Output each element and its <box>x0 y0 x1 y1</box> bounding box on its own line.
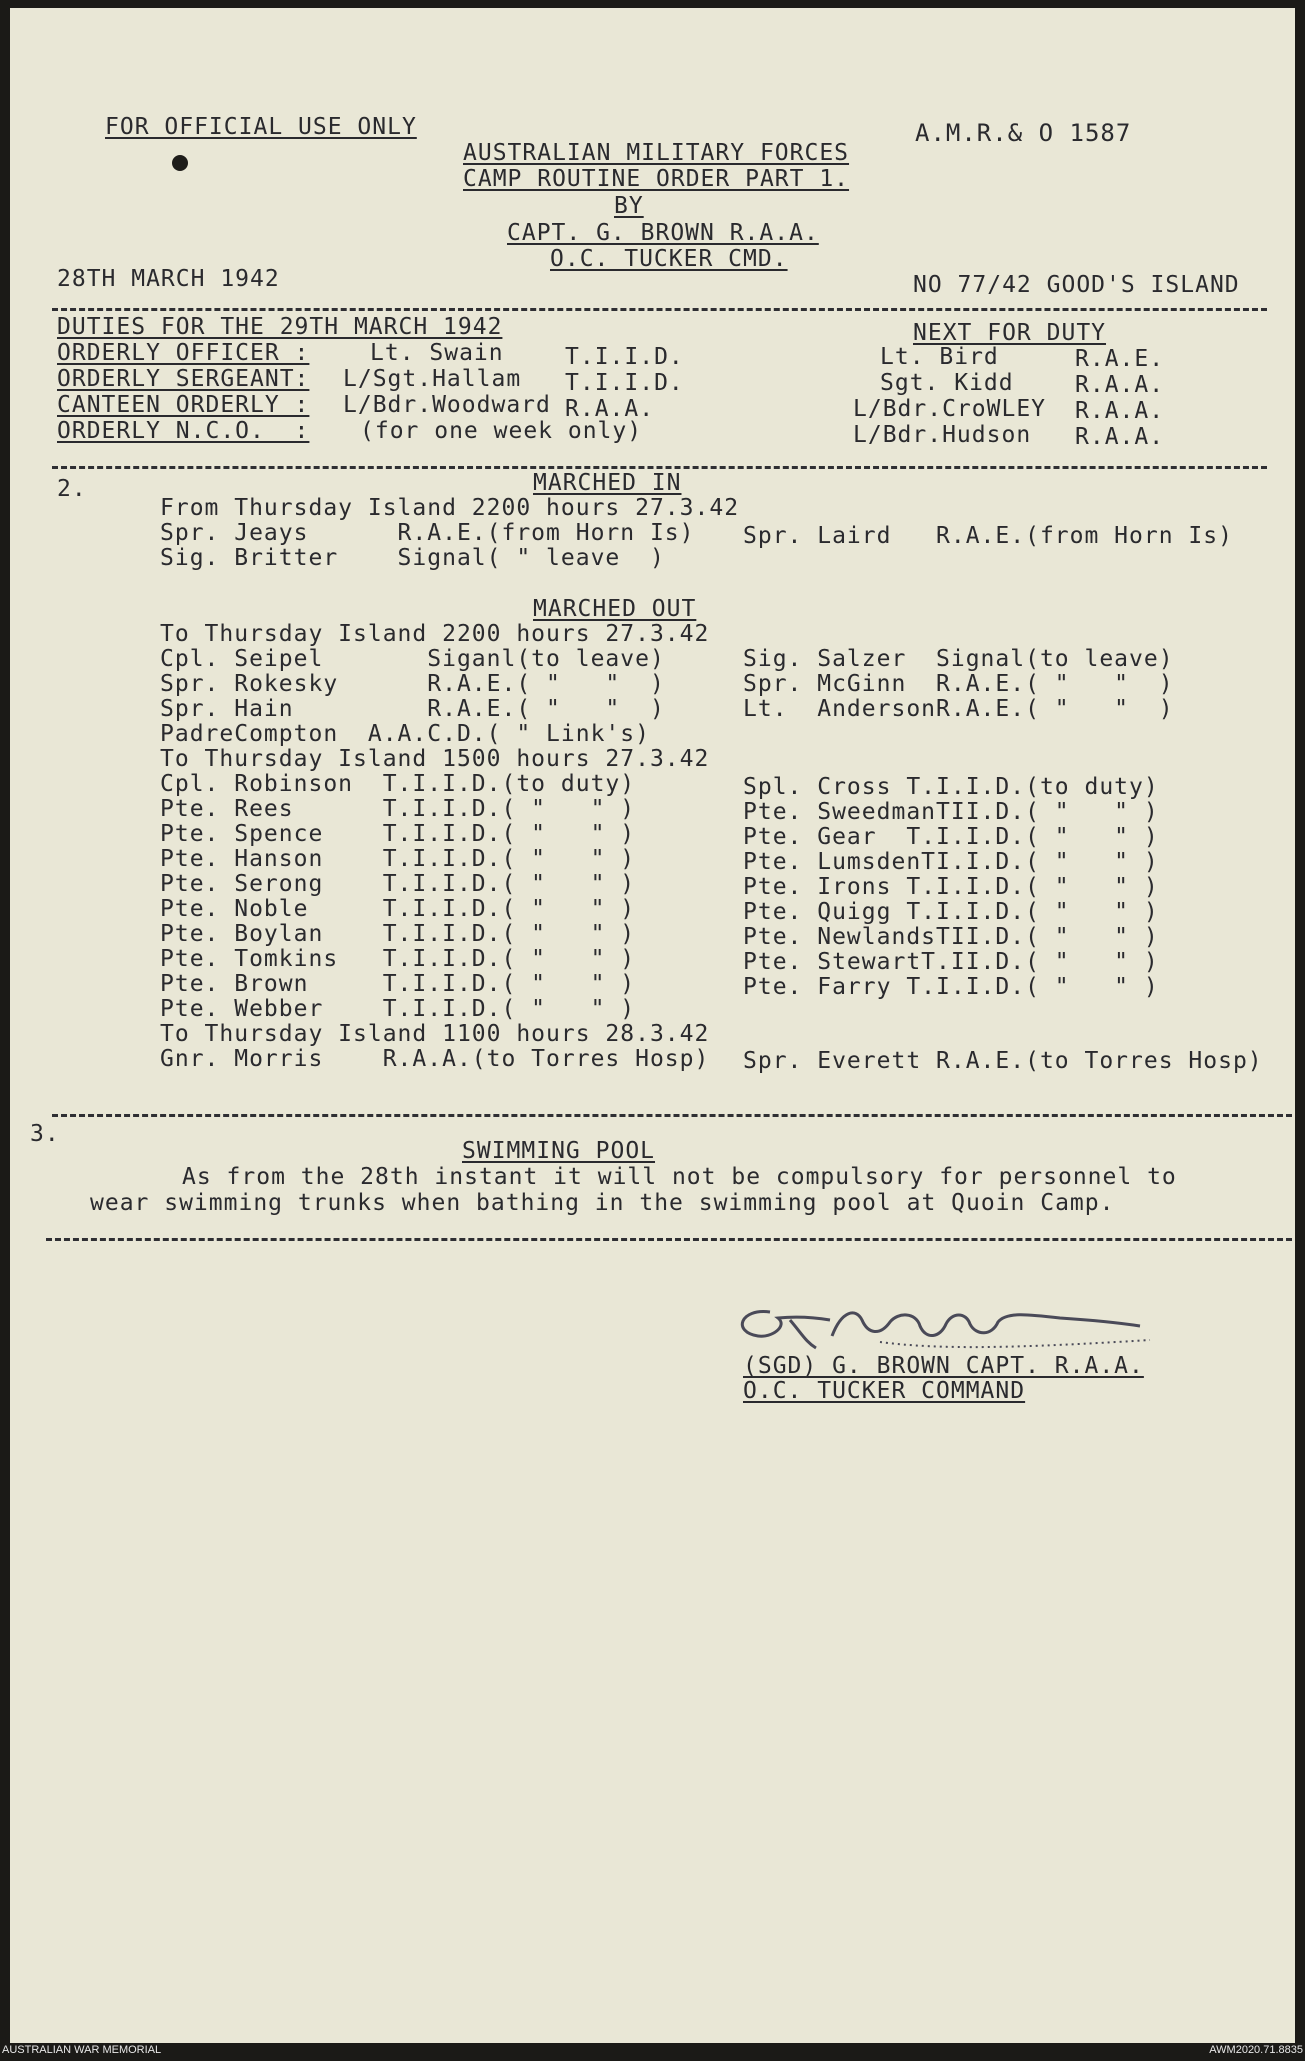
document-page <box>10 8 1295 2043</box>
order-date: 28TH MARCH 1942 <box>57 266 280 292</box>
next-duty-unit: R.A.E. <box>1075 346 1165 372</box>
right-entry: Spr. Everett R.A.E.(to Torres Hosp) <box>743 1048 1263 1074</box>
duty-unit: T.I.I.D. <box>565 344 684 370</box>
section-number: 3. <box>30 1121 60 1147</box>
left-entry: PadreCompton A.A.C.D.( " Link's) <box>160 721 650 747</box>
left-entry: Pte. Serong T.I.I.D.( " " ) <box>160 871 636 897</box>
next-duty-name: L/Bdr.CroWLEY <box>853 396 1047 422</box>
right-entry: Pte. NewlandsTII.D.( " " ) <box>743 924 1159 950</box>
next-duty-unit: R.A.A. <box>1075 424 1165 450</box>
left-entry: Spr. Hain R.A.E.( " " ) <box>160 696 665 722</box>
right-entry: Pte. Irons T.I.I.D.( " " ) <box>743 874 1159 900</box>
section-number: 2. <box>57 476 87 502</box>
group-label: To Thursday Island 1500 hours 27.3.42 <box>160 746 710 772</box>
duty-name: (for one week only) <box>360 418 643 444</box>
right-entry: Spl. Cross T.I.I.D.(to duty) <box>743 774 1159 800</box>
duty-unit: T.I.I.D. <box>565 370 684 396</box>
right-entry: Pte. Quigg T.I.I.D.( " " ) <box>743 899 1159 925</box>
next-duty-unit: R.A.A. <box>1075 398 1165 424</box>
order-title: CAMP ROUTINE ORDER PART 1. <box>463 166 850 192</box>
right-entry: Pte. Farry T.I.I.D.( " " ) <box>743 974 1159 1000</box>
left-entry: Pte. Noble T.I.I.D.( " " ) <box>160 896 636 922</box>
archive-label: AUSTRALIAN WAR MEMORIAL <box>2 2044 162 2056</box>
marched-in-heading: MARCHED IN <box>533 470 682 496</box>
divider <box>52 466 1267 469</box>
duty-name: Lt. Swain <box>370 340 504 366</box>
duty-name: L/Bdr.Woodward <box>343 392 551 418</box>
next-duty-unit: R.A.A. <box>1075 372 1165 398</box>
reference-number: A.M.R.& O 1587 <box>915 119 1132 147</box>
left-entry: Cpl. Robinson T.I.I.D.(to duty) <box>160 771 636 797</box>
swimming-heading: SWIMMING POOL <box>462 1138 656 1164</box>
next-duty-name: L/Bdr.Hudson <box>853 422 1032 448</box>
left-entry: Pte. Boylan T.I.I.D.( " " ) <box>160 921 636 947</box>
org-title: AUSTRALIAN MILITARY FORCES <box>463 140 850 166</box>
right-entry: Spr. McGinn R.A.E.( " " ) <box>743 671 1174 697</box>
command-name: O.C. TUCKER CMD. <box>550 246 788 272</box>
duty-role: ORDERLY OFFICER : <box>57 340 310 366</box>
left-entry: Cpl. Seipel Siganl(to leave) <box>160 646 665 672</box>
marched-out-heading: MARCHED OUT <box>533 596 697 622</box>
marched-in-left: Sig. Britter Signal( " leave ) <box>160 545 665 571</box>
left-entry: Pte. Tomkins T.I.I.D.( " " ) <box>160 946 636 972</box>
left-entry: Pte. Rees T.I.I.D.( " " ) <box>160 796 636 822</box>
marched-in-from: From Thursday Island 2200 hours 27.3.42 <box>160 495 740 521</box>
divider <box>52 308 1267 311</box>
divider <box>52 1114 1292 1117</box>
left-entry: Pte. Brown T.I.I.D.( " " ) <box>160 971 636 997</box>
duties-heading: DUTIES FOR THE 29TH MARCH 1942 <box>57 314 503 340</box>
left-entry: Spr. Rokesky R.A.E.( " " ) <box>160 671 665 697</box>
by-label: BY <box>614 193 644 219</box>
group-label: To Thursday Island 2200 hours 27.3.42 <box>160 621 710 647</box>
duty-role: CANTEEN ORDERLY : <box>57 392 310 418</box>
right-entry: Pte. Gear T.I.I.D.( " " ) <box>743 824 1159 850</box>
swimming-line-2: wear swimming trunks when bathing in the swimming pool at Quoin Camp. <box>90 1190 1115 1216</box>
divider <box>46 1238 1292 1241</box>
signature-block-command: O.C. TUCKER COMMAND <box>743 1378 1026 1404</box>
author-name: CAPT. G. BROWN R.A.A. <box>507 220 819 246</box>
duty-role: ORDERLY SERGEANT: <box>57 366 310 392</box>
left-entry: Gnr. Morris R.A.A.(to Torres Hosp) <box>160 1046 710 1072</box>
marched-in-left: Spr. Jeays R.A.E.(from Horn Is) <box>160 520 695 546</box>
order-number: NO 77/42 GOOD'S ISLAND <box>913 272 1240 298</box>
marched-in-right: Spr. Laird R.A.E.(from Horn Is) <box>743 523 1233 549</box>
right-entry: Lt. AndersonR.A.E.( " " ) <box>743 696 1174 722</box>
left-entry: Pte. Hanson T.I.I.D.( " " ) <box>160 846 636 872</box>
right-entry: Pte. SweedmanTII.D.( " " ) <box>743 799 1159 825</box>
archive-reference: AWM2020.71.8835 <box>1209 2044 1303 2056</box>
duty-unit: R.A.A. <box>565 396 655 422</box>
official-use-label: FOR OFFICIAL USE ONLY <box>105 114 417 140</box>
handwritten-signature <box>730 1290 1160 1360</box>
duty-role: ORDERLY N.C.O. : <box>57 418 310 444</box>
next-duty-name: Sgt. Kidd <box>880 370 1014 396</box>
next-duty-heading: NEXT FOR DUTY <box>913 320 1107 346</box>
right-entry: Pte. StewartT.II.D.( " " ) <box>743 949 1159 975</box>
left-entry: Pte. Spence T.I.I.D.( " " ) <box>160 821 636 847</box>
punch-hole <box>172 155 188 171</box>
left-entry: Pte. Webber T.I.I.D.( " " ) <box>160 996 636 1022</box>
signature-block-name: (SGD) G. BROWN CAPT. R.A.A. <box>743 1353 1144 1379</box>
right-entry: Sig. Salzer Signal(to leave) <box>743 646 1174 672</box>
swimming-line-1: As from the 28th instant it will not be compulsory for personnel to <box>182 1164 1177 1190</box>
duty-name: L/Sgt.Hallam <box>343 366 522 392</box>
group-label: To Thursday Island 1100 hours 28.3.42 <box>160 1021 710 1047</box>
right-entry: Pte. LumsdenTI.I.D.( " " ) <box>743 849 1159 875</box>
next-duty-name: Lt. Bird <box>880 344 999 370</box>
